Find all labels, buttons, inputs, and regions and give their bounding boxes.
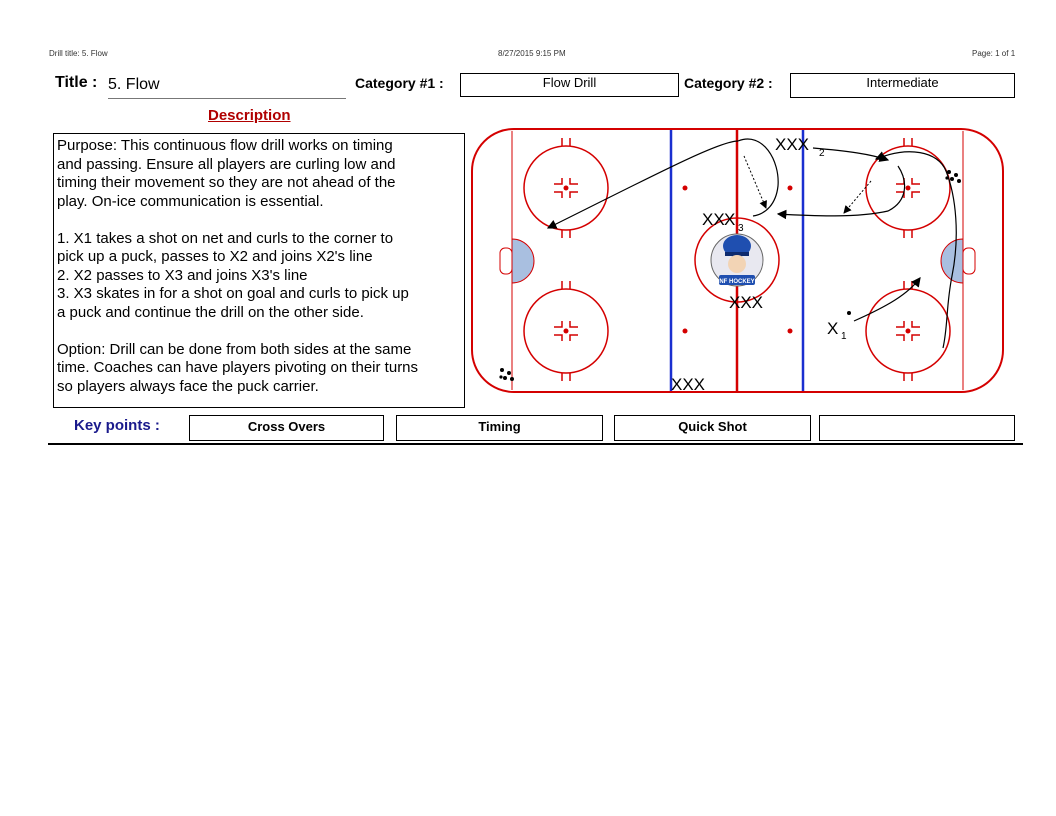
key-point-2: Timing [396, 415, 603, 441]
x3-subscript: 3 [738, 223, 744, 234]
svg-text:NF HOCKEY: NF HOCKEY [719, 279, 755, 285]
rink-diagram [468, 126, 1008, 396]
net-right [963, 248, 975, 274]
title-value: 5. Flow [108, 76, 346, 99]
hockey-logo-icon [711, 234, 763, 286]
description-heading: Description [208, 107, 291, 124]
category2-value: Intermediate [790, 73, 1015, 98]
key-point-3: Quick Shot [614, 415, 811, 441]
category1-value: Flow Drill [460, 73, 679, 97]
key-point-1: Cross Overs [189, 415, 384, 441]
datetime-header: 8/27/2015 9:15 PM [498, 49, 566, 58]
title-label: Title : [55, 74, 98, 91]
x2-subscript: 2 [819, 148, 825, 159]
player-group-bottom: XXX [671, 375, 706, 394]
x3-label: X [724, 210, 736, 229]
x1-label: X [827, 319, 839, 338]
category1-label: Category #1 : [355, 75, 444, 91]
key-point-4 [819, 415, 1015, 441]
player-group-x2: XXX [775, 135, 810, 154]
x1-subscript: 1 [841, 331, 847, 342]
bottom-divider [48, 443, 1023, 445]
page-number-header: Page: 1 of 1 [972, 49, 1016, 58]
player-group-x3: XX [702, 210, 725, 229]
net-left [500, 248, 512, 274]
player-group-center: XXX [729, 293, 764, 312]
description-text: Purpose: This continuous flow drill works on timing and passing. Ensure all players are curling low and timing their movement so they are not ahead of the play. On-ice communication is essential. 1. X1 takes a shot on net and curls to the corner to pick up a puck, passes to X2 and joins X2's line 2. X2 passes to X3 and joins X3's line 3. X3 skates in for a shot on goal and curls to pick up a puck and continue the drill on the other side. Option: Drill can be done from both sides at the same time. Coaches can have players pivoting on their turns so players always face the puck carrier. [53, 133, 465, 408]
key-points-label: Key points : [74, 417, 160, 434]
category2-label: Category #2 : [684, 75, 773, 91]
drill-title-header: Drill title: 5. Flow [49, 49, 108, 58]
